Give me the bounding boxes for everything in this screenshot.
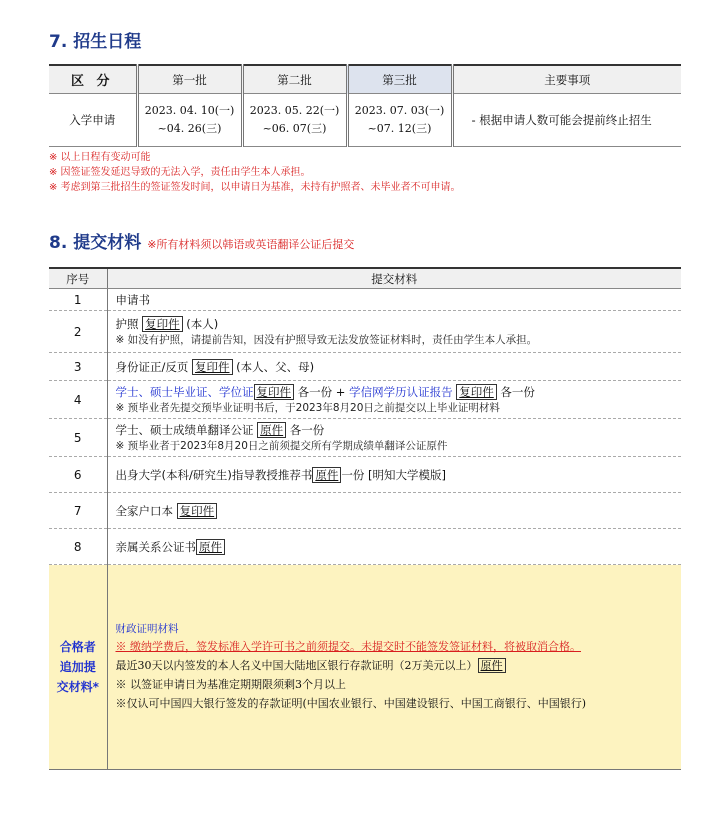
section8-note: ※所有材料须以韩语或英语翻译公证后提交 [147, 238, 355, 251]
material-item: 学士、硕士成绩单翻译公证 原件 各一份 ※ 预毕业者于2023年8月20日之前须提交所有学期成绩单翻译公证原件 [107, 419, 681, 457]
table-row: 2 护照 复印件 (本人) ※ 如没有护照，请提前告知，因没有护照导致无法发放签证材料时，责任由学生本人承担。 [49, 311, 681, 353]
section7-title: 7. 招生日程 [49, 32, 142, 52]
material-item: 全家户口本 复印件 [107, 493, 681, 529]
table-row: 4 学士、硕士毕业证、学位证 复印件 各一份 + 学信网学历认证报告 复印件 各一份 ※ 预毕业者先提交预毕业证明书后，于2023年8月20日之前提交以上毕业证明材料 [49, 381, 681, 419]
schedule-header-batch1: 第一批 [137, 65, 242, 94]
schedule-row-note: - 根据申请人数可能会提前终止招生 [452, 94, 681, 147]
schedule-note: ※ 以上日程有变动可能 [49, 152, 151, 163]
material-item: 出身大学(本科/研究生)指导教授推荐书 原件 一份 [明知大学模版] [107, 457, 681, 493]
material-item: 学士、硕士毕业证、学位证 复印件 各一份 + 学信网学历认证报告 复印件 各一份 ※ 预毕业者先提交预毕业证明书后，于2023年8月20日之前提交以上毕业证明材料 [107, 381, 681, 419]
schedule-header-category: 区 分 [49, 65, 137, 94]
schedule-batch3-dates: 2023. 07. 03(一) ~07. 12(三) [347, 94, 452, 147]
copy-box: 复印件 [192, 359, 233, 375]
schedule-row-application [49, 94, 681, 147]
materials-header-row [49, 268, 681, 289]
materials-table [49, 267, 681, 770]
materials-header-items: 提交材料 [107, 268, 681, 289]
table-row: 5 学士、硕士成绩单翻译公证 原件 各一份 ※ 预毕业者于2023年8月20日之前须提交所有学期成绩单翻译公证原件 [49, 419, 681, 457]
schedule-notes [49, 150, 461, 195]
schedule-table [49, 64, 681, 147]
original-box: 原件 [478, 658, 506, 673]
table-row: 1 申请书 [49, 289, 681, 311]
section8-title: 8. 提交材料 ※所有材料须以韩语或英语翻译公证后提交 [49, 233, 355, 253]
copy-box: 复印件 [142, 316, 183, 332]
schedule-header-batch3: 第三批 [347, 65, 452, 94]
copy-box: 复印件 [456, 384, 497, 400]
original-box: 原件 [312, 467, 341, 483]
schedule-note: ※ 考虑到第三批招生的签证签发时间，以申请日为基准，未持有护照者、未毕业者不可申请。 [49, 182, 461, 193]
schedule-batch1-dates: 2023. 04. 10(一) ~04. 26(三) [137, 94, 242, 147]
copy-box: 复印件 [254, 384, 295, 400]
material-item: 身份证正/反页 复印件 (本人、父、母) [107, 353, 681, 381]
schedule-batch2-dates: 2023. 05. 22(一) ~06. 07(三) [242, 94, 347, 147]
finance-label: 合格者 追加提 交材料* [49, 565, 107, 770]
table-row: 3 身份证正/反页 复印件 (本人、父、母) [49, 353, 681, 381]
schedule-row-label: 入学申请 [49, 94, 137, 147]
material-item: 护照 复印件 (本人) ※ 如没有护照，请提前告知，因没有护照导致无法发放签证材料时，责任由学生本人承担。 [107, 311, 681, 353]
table-row: 8 亲属关系公证书 原件 [49, 529, 681, 565]
materials-header-num: 序号 [49, 268, 107, 289]
finance-row [49, 565, 681, 770]
table-row: 7 全家户口本 复印件 [49, 493, 681, 529]
schedule-header-notes: 主要事项 [452, 65, 681, 94]
schedule-header-row [49, 65, 681, 94]
schedule-note: ※ 因签证签发延迟导致的无法入学，责任由学生本人承担。 [49, 167, 311, 178]
table-row: 6 出身大学(本科/研究生)指导教授推荐书 原件 一份 [明知大学模版] [49, 457, 681, 493]
schedule-header-batch2: 第二批 [242, 65, 347, 94]
original-box: 原件 [257, 422, 286, 438]
original-box: 原件 [196, 539, 225, 555]
copy-box: 复印件 [177, 503, 218, 519]
material-item: 申请书 [107, 289, 681, 311]
finance-title: 财政证明材料 [115, 623, 179, 635]
material-item: 亲属关系公证书 原件 [107, 529, 681, 565]
finance-warning: ※ 缴纳学费后，签发标准入学许可书之前须提交。未提交时不能签发签证材料，将被取消合格。 [115, 640, 581, 653]
finance-content: 财政证明材料 ※ 缴纳学费后，签发标准入学许可书之前须提交。未提交时不能签发签证材料，将被取消合格。 最近30天以内签发的本人名义中国大陆地区银行存款证明（2万美元以上） 原件 ※ 以签证申请日为基准定期期限须剩3个月以上 ※仅认可中国四大银行签发的存款证明(中国农业银行、中国建设银行、中国工商银行、中国银行) [107, 565, 681, 770]
